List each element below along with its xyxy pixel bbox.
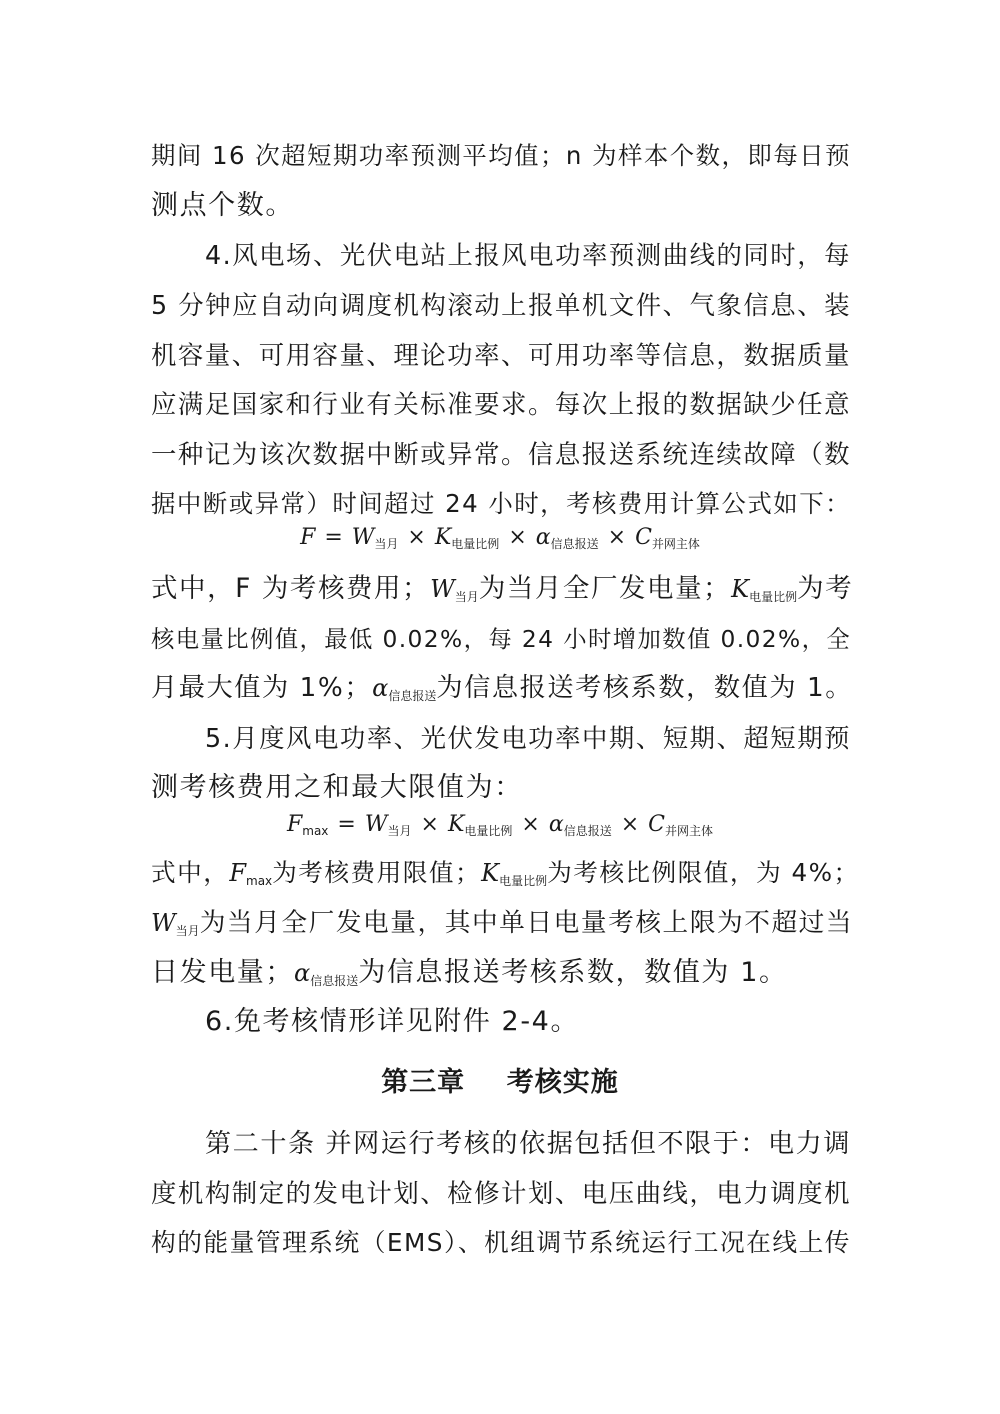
math-var: F [229, 859, 247, 887]
math-var: K [481, 859, 500, 887]
inline-math [430, 575, 479, 603]
text-span: 为信息报送考核系数，数值为 1。 [358, 957, 788, 988]
inline-math [731, 575, 797, 603]
text-line [151, 905, 854, 949]
text-line [151, 855, 860, 899]
math-var: α [372, 674, 389, 702]
math-subscript: 当月 [175, 924, 200, 938]
formula-operator: × [620, 812, 640, 837]
text-line: 机容量、可用容量、理论功率、可用功率等信息，数据质量 [151, 340, 851, 370]
article-start-line: 第二十条 并网运行考核的依据包括但不限于：电力调 [205, 1129, 851, 1159]
math-subscript: 信息报送 [310, 974, 359, 988]
text-line: 据中断或异常）时间超过 24 小时，考核费用计算公式如下： [151, 489, 851, 518]
formula-var: α [535, 525, 551, 550]
formula-operator: = [337, 812, 356, 837]
formula-operator: × [521, 812, 540, 837]
paragraph-start-line: 5.月度风电功率、光伏发电功率中期、短期、超短期预 [205, 723, 851, 753]
text-line: 测点个数。 [151, 190, 294, 221]
text-line [151, 955, 851, 999]
formula-var: F [300, 525, 316, 550]
text-line: 核电量比例值，最低 0.02%，每 24 小时增加数值 0.02%，全 [151, 625, 852, 653]
formula-subscript: 并网主体 [664, 824, 713, 838]
inline-math [481, 859, 547, 887]
math-subscript: 信息报送 [388, 689, 437, 703]
inline-math [294, 959, 358, 987]
text-span: 月最大值为 1%； [151, 673, 373, 703]
text-line [151, 670, 854, 714]
formula-max-fee [0, 810, 1000, 846]
text-span: 为考 [797, 573, 854, 604]
formula-var: C [635, 525, 652, 550]
text-line: 构的能量管理系统（EMS）、机组调节系统运行工况在线上传 [151, 1228, 851, 1257]
formula-subscript: 信息报送 [563, 824, 612, 838]
text-span: 为考核比例限值，为 4%； [547, 858, 860, 887]
formula-subscript: max [302, 824, 329, 838]
math-subscript: 当月 [454, 590, 479, 604]
text-span: 式中，F 为考核费用； [151, 573, 431, 604]
formula-operator: = [324, 525, 343, 550]
text-span: 为当月全厂发电量，其中单日电量考核上限为不超过当 [199, 908, 854, 938]
math-subscript: 电量比例 [499, 874, 548, 888]
math-var: K [731, 575, 750, 603]
paragraph-start-line: 6.免考核情形详见附件 2-4。 [205, 1006, 580, 1037]
formula-subscript: 并网主体 [651, 537, 700, 551]
text-span: 为考核费用限值； [272, 858, 482, 887]
formula-assessment-fee [0, 523, 1000, 559]
math-var: W [151, 909, 176, 937]
formula-operator: × [407, 525, 426, 550]
formula-var: C [648, 812, 665, 837]
formula-var: W [364, 812, 388, 837]
text-line: 5 分钟应自动向调度机构滚动上报单机文件、气象信息、装 [151, 290, 851, 320]
math-subscript: max [246, 874, 273, 888]
formula-subscript: 信息报送 [550, 537, 599, 551]
text-line: 期间 16 次超短期功率预测平均值；n 为样本个数，即每日预 [151, 141, 851, 170]
inline-math [151, 909, 200, 937]
formula-operator: × [508, 525, 527, 550]
formula-var: α [548, 812, 564, 837]
formula-var: K [434, 525, 452, 550]
formula-subscript: 当月 [374, 537, 399, 551]
inline-math [229, 859, 272, 887]
text-line: 测考核费用之和最大限值为： [151, 772, 523, 803]
formula-operator: × [420, 812, 439, 837]
formula-var: F [287, 812, 303, 837]
text-line [151, 571, 854, 615]
text-line: 应满足国家和行业有关标准要求。每次上报的数据缺少任意 [151, 389, 851, 419]
math-subscript: 电量比例 [749, 590, 798, 604]
text-line: 度机构制定的发电计划、检修计划、电压曲线，电力调度机 [151, 1178, 851, 1208]
text-span: 为信息报送考核系数，数值为 1。 [436, 673, 854, 703]
formula-var: W [351, 525, 375, 550]
math-var: α [294, 959, 311, 987]
paragraph-start-line: 4.风电场、光伏电站上报风电功率预测曲线的同时，每 [205, 240, 851, 270]
formula-subscript: 电量比例 [451, 537, 500, 551]
formula-subscript: 电量比例 [464, 824, 513, 838]
chapter-heading: 第三章 考核实施 [381, 1067, 619, 1098]
text-span: 为当月全厂发电量； [478, 573, 732, 604]
text-span: 日发电量； [151, 957, 294, 988]
text-line: 一种记为该次数据中断或异常。信息报送系统连续故障（数 [151, 439, 851, 469]
inline-math [372, 674, 436, 702]
formula-subscript: 当月 [387, 824, 412, 838]
formula-operator: × [607, 525, 627, 550]
math-var: W [430, 575, 455, 603]
formula-var: K [447, 812, 465, 837]
text-span: 式中， [151, 858, 230, 887]
